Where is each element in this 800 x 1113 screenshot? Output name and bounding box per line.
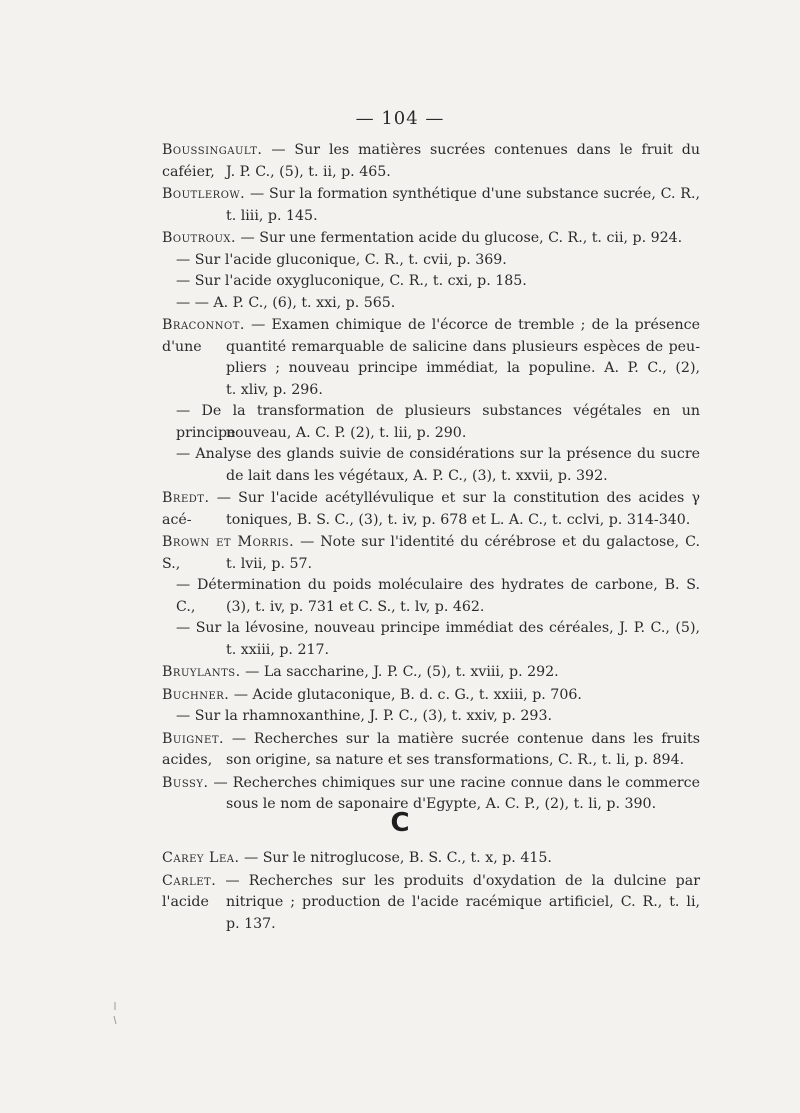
entry-text: quantité remarquable de salicine dans plusieurs espèces de peu-: [226, 338, 700, 355]
author-name: Boutroux.: [162, 230, 237, 246]
entry-text: — Sur les matières sucrées contenues dans le fruit du caféier,: [162, 142, 700, 180]
entry-first-line: [162, 228, 700, 250]
entry-continuation-line: [162, 293, 700, 315]
entry-continuation-line: [162, 162, 700, 184]
author-name: Boutlerow.: [162, 186, 246, 202]
entry-text: p. 137.: [226, 915, 276, 932]
bibliography-entry: [162, 729, 700, 772]
entry-text: J. P. C., (5), t. ii, p. 465.: [226, 163, 391, 180]
page-number: — 104 —: [355, 108, 445, 129]
bibliography-entry: [162, 871, 700, 936]
entry-text: pliers ; nouveau principe immédiat, la populine. A. P. C., (2),: [226, 360, 700, 376]
bibliography-entry: [162, 532, 700, 661]
author-name: Carey Lea.: [162, 850, 240, 866]
author-name: Bussy.: [162, 774, 209, 791]
entry-first-line: [162, 184, 700, 206]
entry-text: t. liii, p. 145.: [226, 207, 318, 224]
entry-continuation-line: [162, 337, 700, 359]
entry-continuation-line: [162, 466, 700, 488]
bibliography-entries-c: [162, 848, 700, 936]
entry-continuation-line: [162, 706, 700, 728]
entry-continuation-line: [162, 271, 700, 293]
entry-text: son origine, sa nature et ses transformations, C. R., t. li, p. 894.: [226, 752, 685, 768]
author-name: Carlet.: [162, 872, 217, 889]
entry-text: nouveau, A. C. P. (2), t. lii, p. 290.: [226, 424, 467, 441]
entry-text: — Analyse des glands suivie de considérations sur la présence du sucre: [176, 446, 700, 462]
entry-continuation-line: [162, 750, 700, 772]
entry-continuation-line: [162, 618, 700, 640]
bibliography-entries: [162, 140, 700, 817]
bibliography-entry: [162, 228, 700, 314]
entry-text: — Sur l'acide acétyllévulique et sur la constitution des acides γ acé-: [162, 490, 700, 528]
entry-continuation-line: [162, 892, 700, 914]
entry-continuation-line: [162, 597, 700, 619]
entry-continuation-line: [162, 640, 700, 662]
bibliography-entry: [162, 488, 700, 531]
entry-text: t. xliv, p. 296.: [226, 381, 323, 398]
entry-text: — Examen chimique de l'écorce de tremble ; de la présence d'une: [162, 317, 700, 355]
entry-continuation-line: [162, 914, 700, 936]
entry-text: (3), t. iv, p. 731 et C. S., t. lv, p. 462.: [226, 598, 485, 615]
entry-text: — — A. P. C., (6), t. xxi, p. 565.: [176, 294, 396, 311]
author-name: Boussingault.: [162, 142, 263, 158]
entry-text: de lait dans les végétaux, A. P. C., (3), t. xxvii, p. 392.: [226, 467, 608, 484]
entry-text: t. lvii, p. 57.: [226, 555, 313, 572]
entry-text: — Acide glutaconique, B. d. c. G., t. xxiii, p. 706.: [229, 686, 582, 703]
entry-text: — Recherches chimiques sur une racine connue dans le commerce: [208, 774, 700, 791]
bibliography-entry: [162, 184, 700, 227]
entry-continuation-line: [162, 380, 700, 402]
entry-text: — Sur l'acide gluconique, C. R., t. cvii, p. 369.: [176, 251, 507, 268]
entry-continuation-line: [162, 250, 700, 272]
entry-continuation-line: [162, 423, 700, 445]
entry-text: sous le nom de saponaire d'Egypte, A. C. P., (2), t. li, p. 390.: [226, 796, 657, 812]
entry-text: — Recherches sur les produits d'oxydation de la dulcine par l'acide: [162, 872, 700, 910]
entry-text: — Sur l'acide oxygluconique, C. R., t. cxi, p. 185.: [176, 273, 527, 289]
entry-first-line: [162, 773, 700, 795]
entry-first-line: [162, 685, 700, 707]
bibliography-entry: [162, 848, 700, 870]
entry-text: t. xxiii, p. 217.: [226, 641, 330, 658]
entry-text: — Sur une fermentation acide du glucose, C. R., t. cii, p. 924.: [236, 230, 683, 246]
entry-continuation-line: [162, 510, 700, 532]
entry-text: — La saccharine, J. P. C., (5), t. xviii, p. 292.: [240, 664, 559, 680]
author-name: Buignet.: [162, 730, 225, 747]
entry-text: — Recherches sur la matière sucrée contenue dans les fruits acides,: [162, 730, 700, 768]
author-name: Buchner.: [162, 686, 230, 703]
bibliography-entry: [162, 662, 700, 684]
entry-text: — Sur le nitroglucose, B. S. C., t. x, p. 415.: [239, 850, 552, 866]
author-name: Bredt.: [162, 490, 210, 506]
entry-continuation-line: [162, 444, 700, 466]
bibliography-entry: [162, 140, 700, 183]
author-name: Brown et Morris.: [162, 534, 295, 550]
entry-text: — De la transformation de plusieurs substances végétales en un principe: [176, 403, 700, 441]
bibliography-entry: [162, 315, 700, 487]
entry-continuation-line: [162, 358, 700, 380]
section-heading-letter: C: [390, 808, 410, 838]
entry-first-line: [162, 662, 700, 684]
entry-text: toniques, B. S. C., (3), t. iv, p. 678 et L. A. C., t. cclvi, p. 314-340.: [226, 511, 691, 528]
author-name: Braconnot.: [162, 317, 245, 333]
entry-text: nitrique ; production de l'acide racémique artificiel, C. R., t. li,: [226, 894, 700, 910]
entry-continuation-line: [162, 554, 700, 576]
entry-continuation-line: [162, 206, 700, 228]
entry-text: — Sur la formation synthétique d'une substance sucrée, C. R.,: [245, 186, 700, 202]
entry-first-line: [162, 848, 700, 870]
entry-text: — Sur la lévosine, nouveau principe immédiat des céréales, J. P. C., (5),: [176, 620, 700, 636]
margin-mark-icon: [112, 1000, 118, 1030]
entry-text: — Note sur l'identité du cérébrose et du galactose, C. S.,: [162, 534, 700, 572]
entry-text: — Sur la rhamnoxanthine, J. P. C., (3), t. xxiv, p. 293.: [176, 708, 552, 724]
entry-text: — Détermination du poids moléculaire des hydrates de carbone, B. S. C.,: [176, 577, 700, 615]
author-name: Bruylants.: [162, 664, 241, 680]
bibliography-entry: [162, 685, 700, 728]
